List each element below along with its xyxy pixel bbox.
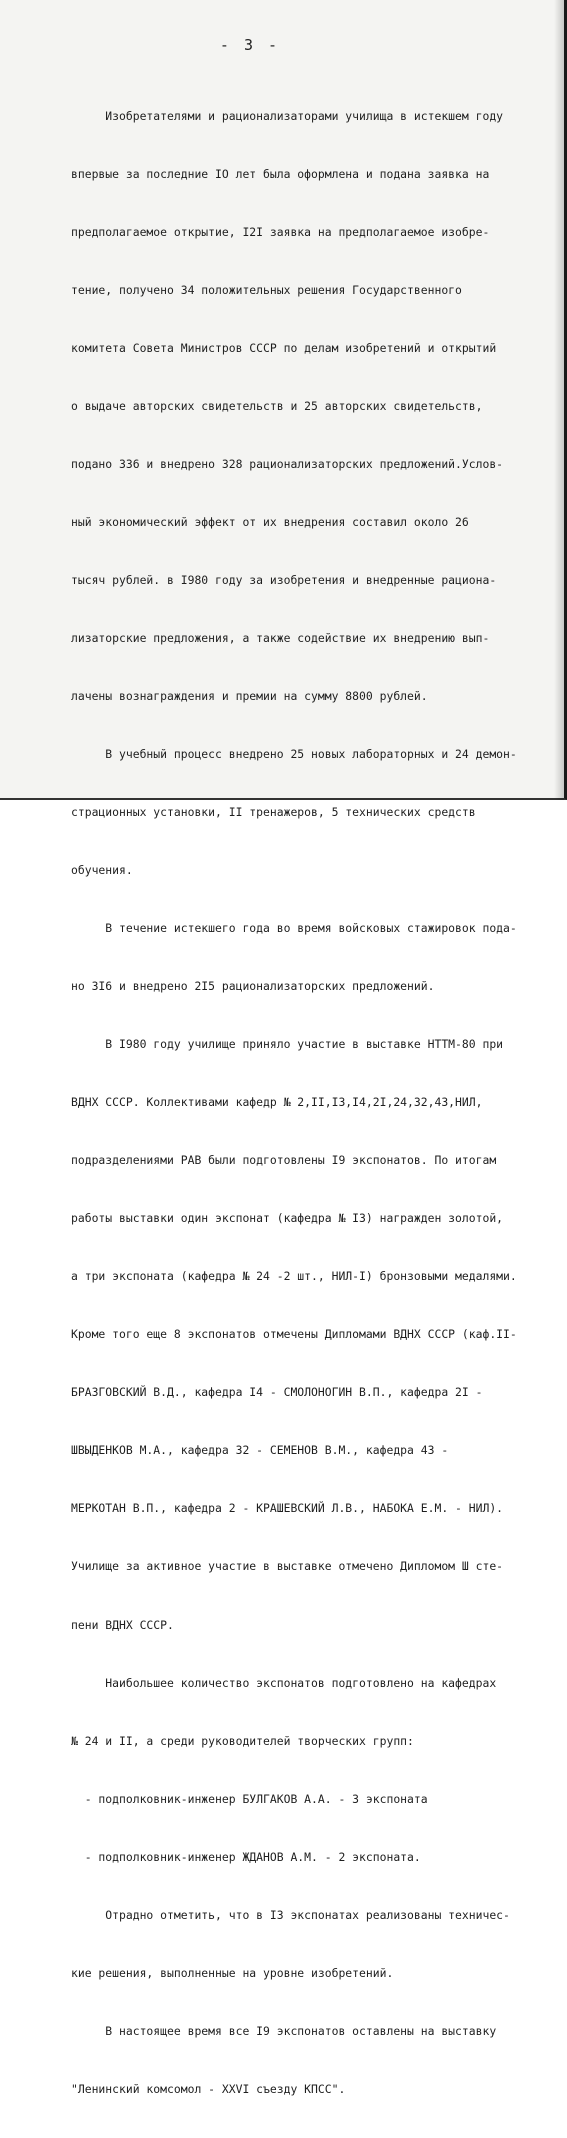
text-line: работы выставки один экспонат (кафедра № I3) награжден золотой, [71,1211,504,1226]
text-line: В течение истекшего года во время войсковых стажировок пода- [71,921,517,936]
text-line: В учебный процесс внедрено 25 новых лабораторных и 24 демон- [71,747,517,762]
text-line: впервые за последние IO лет была оформлена и подана заявка на [71,166,490,181]
text-line: пени ВДНХ СССР. [71,1617,174,1632]
text-line: МЕРКОТАН В.П., кафедра 2 - КРАШЕВСКИЙ Л.В., НАБОКА Е.М. - НИЛ). [71,1501,504,1516]
text-line: ный экономический эффект от их внедрения составил около 26 [71,514,469,529]
text-line: В настоящее время все I9 экспонатов оставлены на выставку [71,2023,497,2038]
page-number: - 3 - [219,36,281,54]
text-line: Изобретателями и рационализаторами училища в истекшем году [71,108,504,123]
text-line: Кроме того еще 8 экспонатов отмечены Дипломами ВДНХ СССР (каф.II- [71,1327,517,1342]
text-line: - подполковник-инженер ЖДАНОВ А.М. - 2 экспоната. [71,1849,421,1864]
text-line: лачены вознаграждения и премии на сумму 8800 рублей. [71,689,428,703]
text-line: комитета Совета Министров СССР по делам изобретений и открытий [71,340,497,355]
text-line: В I980 году училище приняло участие в выставке НТТМ-80 при [71,1037,504,1052]
text-line: Отрадно отметить, что в I3 экспонатах реализованы техничес- [71,1907,510,1922]
text-line: обучения. [71,863,133,878]
text-line: предполагаемое открытие, I2I заявка на предполагаемое изобре- [71,224,490,239]
text-line: № 24 и II, а среди руководителей творческих групп: [71,1733,414,1748]
text-line: тение, получено 34 положительных решения Государственного [71,282,462,297]
text-line: подано 336 и внедрено 328 рационализаторских предложений.Услов- [71,456,504,471]
text-line: ШВЫДЕНКОВ М.А., кафедра 32 - СЕМЕНОВ В.М., кафедра 43 - [71,1443,449,1458]
text-line: о выдаче авторских свидетельств и 25 авторских свидетельств, [71,398,483,413]
text-line: кие решения, выполненные на уровне изобретений. [71,1965,394,1980]
text-line: БРАЗГОВСКИЙ В.Д., кафедра I4 - СМОЛОНОГИН В.П., кафедра 2I - [71,1385,483,1400]
body-text [71,68,561,2138]
text-line: но 3I6 и внедрено 2I5 рационализаторских предложений. [71,979,435,994]
text-line: - подполковник-инженер БУЛГАКОВ А.А. - 3 экспоната [71,1791,428,1806]
text-line: "Ленинский комсомол - XXVI съезду КПСС". [71,2081,346,2096]
text-line: Училище за активное участие в выставке отмечено Дипломом Ш сте- [71,1559,504,1574]
text-line: страционных установки, II тренажеров, 5 технических средств [71,805,476,820]
text-line: тысяч рублей. в I980 году за изобретения и внедренные рациона- [71,572,497,587]
text-line: подразделениями РАВ были подготовлены I9 экспонатов. По итогам [71,1153,497,1168]
text-line: ВДНХ СССР. Коллективами кафедр № 2,II,I3,I4,2I,24,32,43,НИЛ, [71,1095,483,1110]
text-line: Наибольшее количество экспонатов подготовлено на кафедрах [71,1675,497,1690]
text-line: лизаторские предложения, а также содействие их внедрению вып- [71,630,490,645]
text-line: а три экспоната (кафедра № 24 -2 шт., НИЛ-I) бронзовыми медалями. [71,1269,517,1284]
